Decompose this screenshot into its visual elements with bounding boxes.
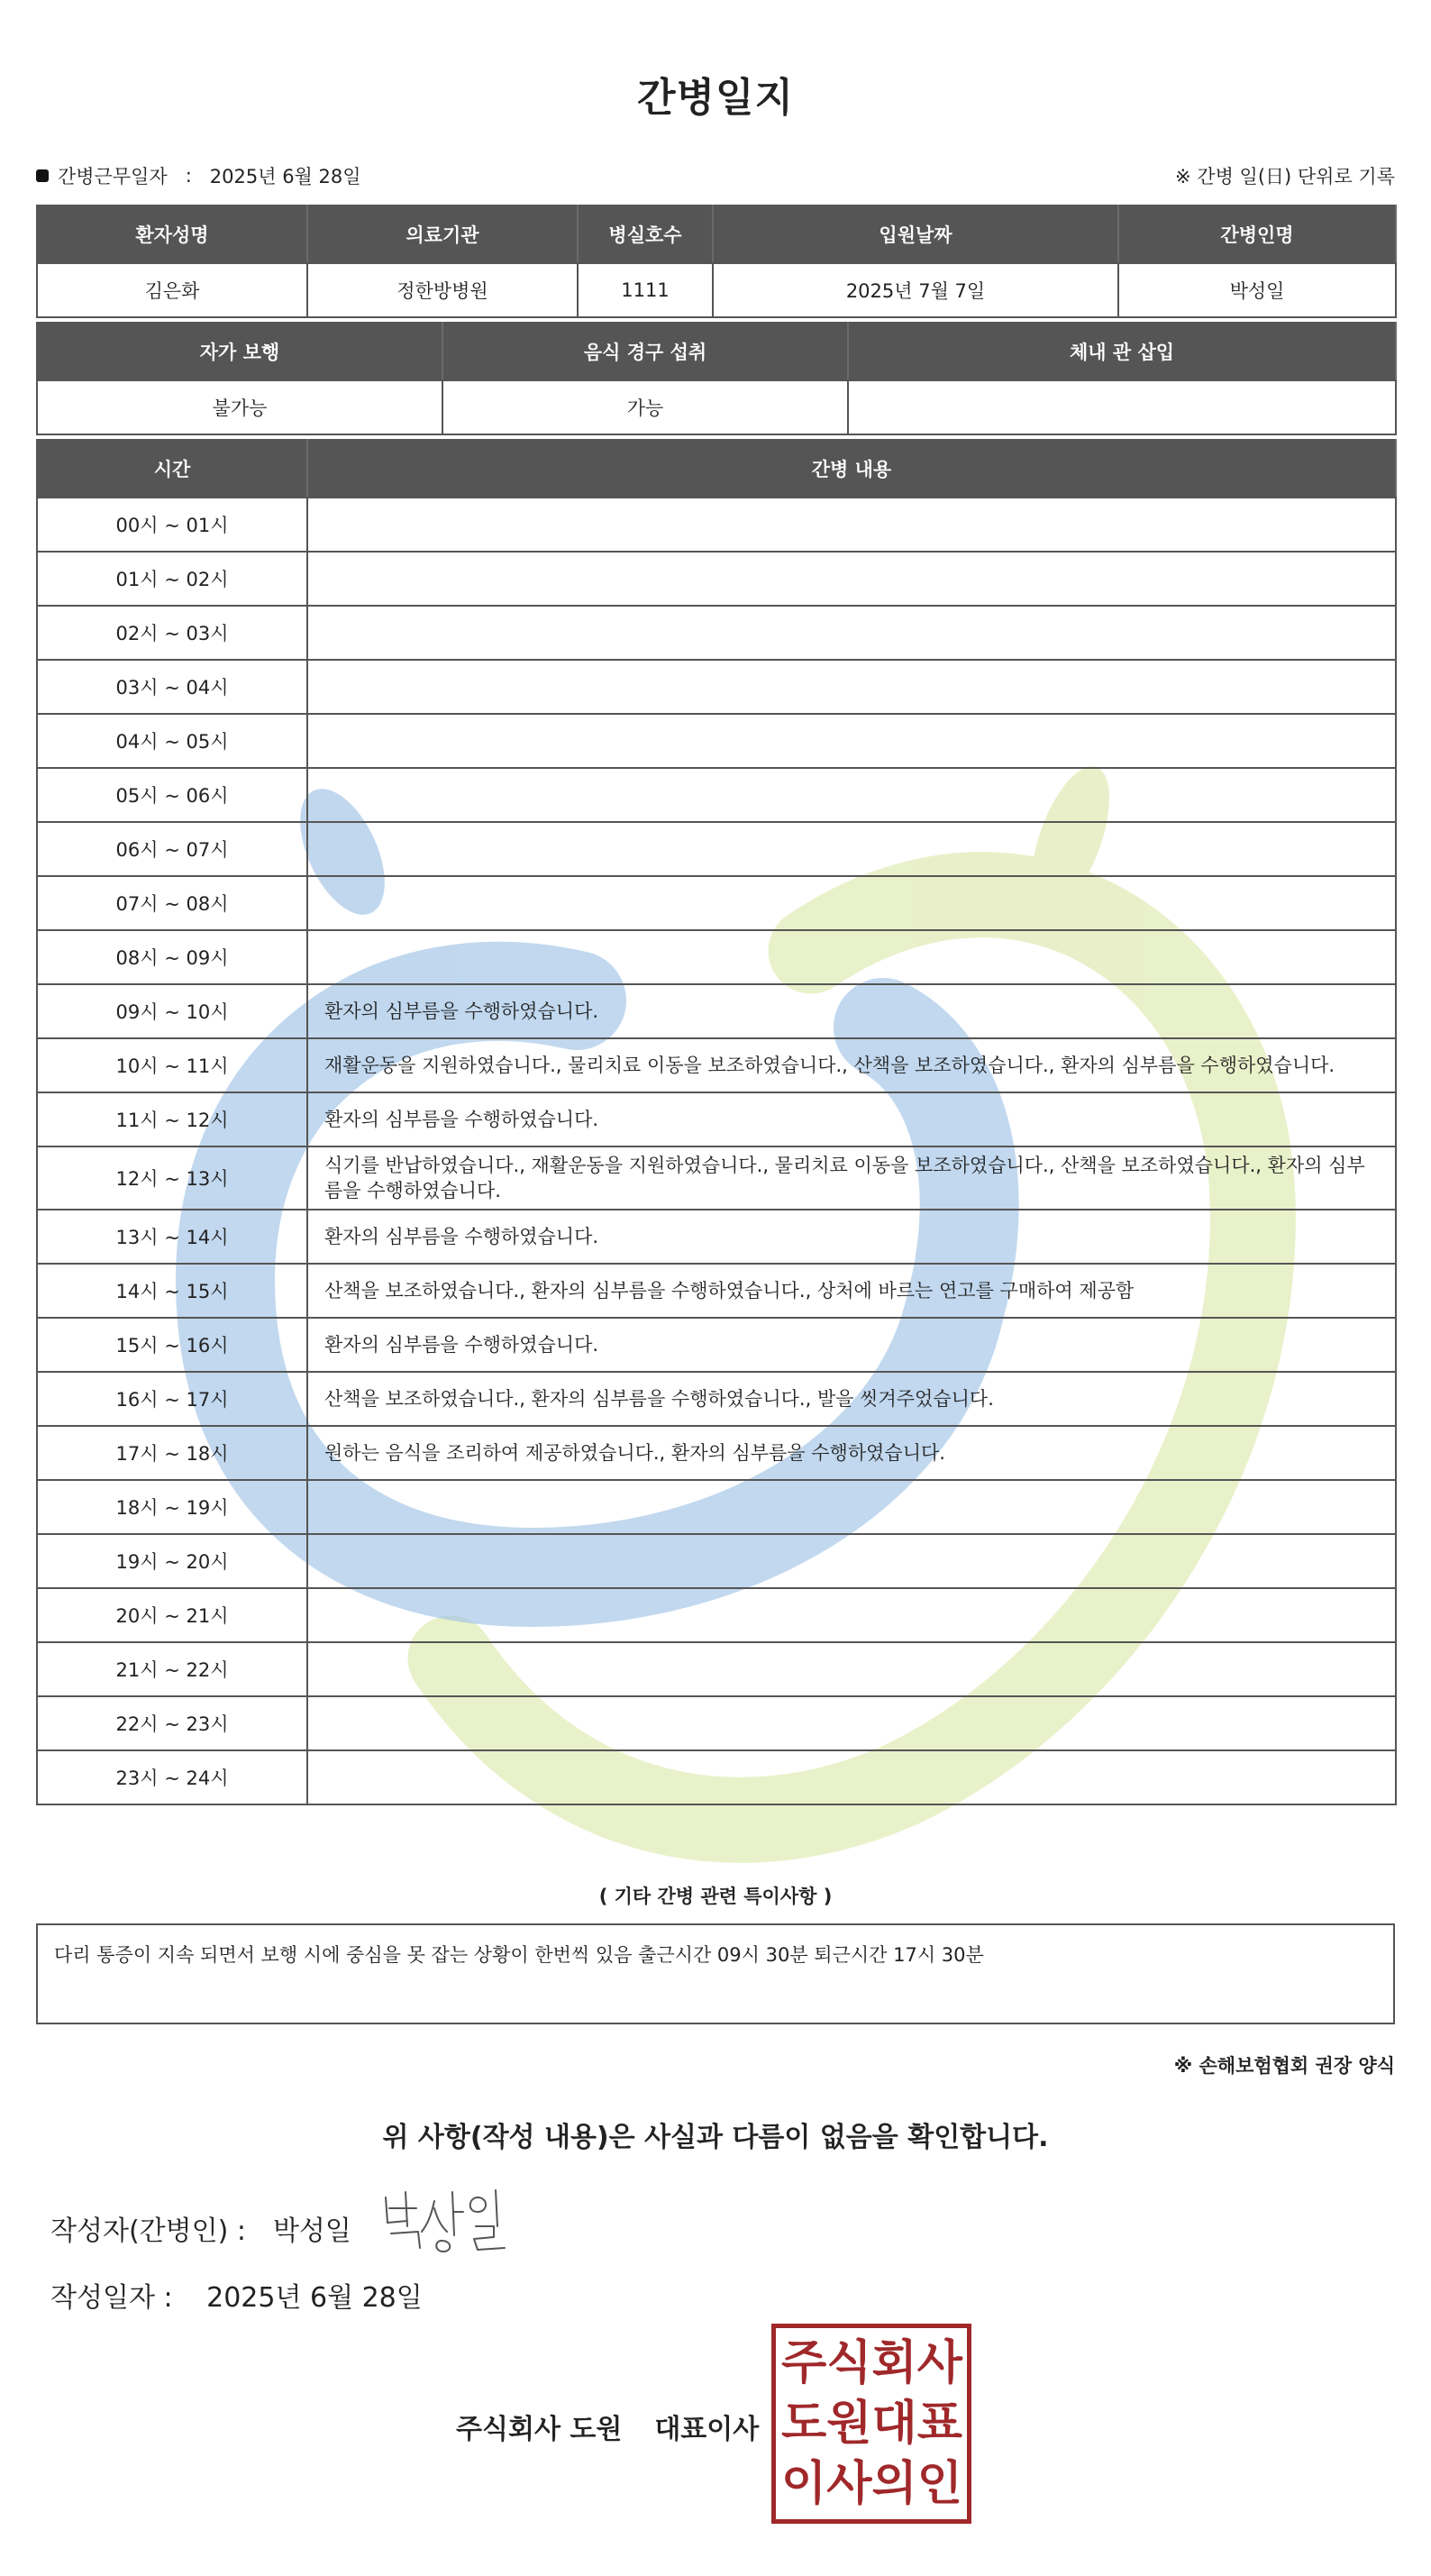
company-line <box>456 2407 759 2446</box>
care-log-row <box>37 1588 1396 1642</box>
hospital-name: 정한방병원 <box>307 263 578 317</box>
write-date-value: 2025년 6월 28일 <box>206 2282 423 2314</box>
care-log-content: 원하는 음식을 조리하여 제공하였습니다., 환자의 심부름을 수행하였습니다. <box>307 1426 1396 1480</box>
care-log-row <box>37 1696 1396 1750</box>
special-notes-title: ( 기타 간병 관련 특이사항 ) <box>598 1886 833 1907</box>
seal-character: 대 <box>871 2396 917 2451</box>
care-log-row <box>37 660 1396 714</box>
care-log-time: 17시 ~ 18시 <box>37 1426 307 1480</box>
writer-label: 작성자(간병인) : <box>50 2215 246 2247</box>
seal-character: 주 <box>781 2336 827 2391</box>
confirm-statement: 위 사항(작성 내용)은 사실과 다름이 없음을 확인합니다. <box>382 2122 1049 2153</box>
care-log-header-row <box>37 440 1396 498</box>
care-log-row <box>37 876 1396 930</box>
care-log-content <box>307 1750 1396 1804</box>
care-log-time: 09시 ~ 10시 <box>37 984 307 1038</box>
care-log-content: 식기를 반납하였습니다., 재활운동을 지원하였습니다., 물리치료 이동을 보조하였습니다., 산책을 보조하였습니다., 환자의 심부름을 수행하였습니다. <box>307 1146 1396 1210</box>
care-log-row <box>37 768 1396 822</box>
care-log-row <box>37 1426 1396 1480</box>
care-log-time: 13시 ~ 14시 <box>37 1210 307 1264</box>
care-log-time: 10시 ~ 11시 <box>37 1038 307 1092</box>
care-log-time: 15시 ~ 16시 <box>37 1318 307 1372</box>
header-caregiver-name: 간병인명 <box>1118 206 1396 263</box>
header-oral-intake: 음식 경구 섭취 <box>442 323 848 380</box>
work-date-label: 간병근무일자 <box>58 166 168 187</box>
caregiver-name: 박성일 <box>1118 263 1396 317</box>
header-hospital: 의료기관 <box>307 206 578 263</box>
care-log-row <box>37 1210 1396 1264</box>
care-log-time: 05시 ~ 06시 <box>37 768 307 822</box>
document-title: 간병일지 <box>636 75 794 121</box>
company-name: 주식회사 도원 <box>456 2414 623 2445</box>
care-log-body <box>37 498 1396 1804</box>
writer-name: 박성일 <box>272 2215 351 2247</box>
special-notes-box: 다리 통증이 지속 되면서 보행 시에 중심을 못 잡는 상황이 한번씩 있음 출근시간 09시 30분 퇴근시간 17시 30분 <box>36 1923 1395 2024</box>
patient-info-header-row <box>37 206 1396 263</box>
care-log-content <box>307 606 1396 660</box>
care-log-time: 03시 ~ 04시 <box>37 660 307 714</box>
care-log-row <box>37 1264 1396 1318</box>
care-log-time: 23시 ~ 24시 <box>37 1750 307 1804</box>
header-self-walking: 자가 보행 <box>37 323 442 380</box>
work-date-sep: : <box>185 165 192 187</box>
self-walking-value: 불가능 <box>37 380 442 434</box>
care-log-row <box>37 498 1396 552</box>
care-log-row <box>37 1038 1396 1092</box>
care-log-content <box>307 552 1396 606</box>
care-log-time: 20시 ~ 21시 <box>37 1588 307 1642</box>
admission-date: 2025년 7월 7일 <box>713 263 1118 317</box>
care-log-content <box>307 876 1396 930</box>
form-note: ※ 손해보험협회 권장 양식 <box>1173 2055 1395 2077</box>
seal-character: 이 <box>781 2456 827 2511</box>
write-date-line <box>50 2275 423 2315</box>
care-log-row <box>37 930 1396 984</box>
oral-intake-value: 가능 <box>442 380 848 434</box>
status-value-row <box>37 380 1396 434</box>
care-log-time: 01시 ~ 02시 <box>37 552 307 606</box>
care-log-row <box>37 822 1396 876</box>
record-note: ※ 간병 일(日) 단위로 기록 <box>1175 166 1395 187</box>
care-log-row <box>37 1534 1396 1588</box>
seal-character: 원 <box>826 2396 872 2451</box>
care-log-content <box>307 1696 1396 1750</box>
seal-character: 사 <box>916 2336 962 2391</box>
care-log-content: 환자의 심부름을 수행하였습니다. <box>307 1092 1396 1146</box>
care-log-time: 21시 ~ 22시 <box>37 1642 307 1696</box>
room-number: 1111 <box>578 263 713 317</box>
header-patient-name: 환자성명 <box>37 206 307 263</box>
header-time: 시간 <box>37 440 307 498</box>
seal-character: 의 <box>871 2456 917 2511</box>
care-log-time: 22시 ~ 23시 <box>37 1696 307 1750</box>
seal-character: 식 <box>826 2336 872 2391</box>
header-room: 병실호수 <box>578 206 713 263</box>
seal-character: 회 <box>871 2336 917 2391</box>
care-log-row <box>37 606 1396 660</box>
care-log-content <box>307 1534 1396 1588</box>
care-log-content <box>307 1642 1396 1696</box>
care-log-time: 11시 ~ 12시 <box>37 1092 307 1146</box>
care-log-time: 19시 ~ 20시 <box>37 1534 307 1588</box>
status-header-row <box>37 323 1396 380</box>
header-care-content: 간병 내용 <box>307 440 1396 498</box>
meta-row <box>36 162 1395 189</box>
care-log-content <box>307 1480 1396 1534</box>
care-log-row <box>37 1146 1396 1210</box>
patient-info-value-row <box>37 263 1396 317</box>
care-log-time: 00시 ~ 01시 <box>37 498 307 552</box>
care-log-row <box>37 1318 1396 1372</box>
care-log-content <box>307 714 1396 768</box>
care-log-content <box>307 930 1396 984</box>
ceo-title: 대표이사 <box>654 2414 760 2445</box>
care-log-time: 16시 ~ 17시 <box>37 1372 307 1426</box>
header-admission-date: 입원날짜 <box>713 206 1118 263</box>
work-date-value: 2025년 6월 28일 <box>209 166 361 187</box>
care-log-content <box>307 498 1396 552</box>
seal-character: 도 <box>781 2396 827 2451</box>
care-log-content <box>307 822 1396 876</box>
care-log-row <box>37 1642 1396 1696</box>
care-log-row <box>37 714 1396 768</box>
care-log-content: 환자의 심부름을 수행하였습니다. <box>307 1210 1396 1264</box>
care-log-row <box>37 1092 1396 1146</box>
patient-info-table <box>36 205 1397 318</box>
care-log-time: 18시 ~ 19시 <box>37 1480 307 1534</box>
care-log-time: 02시 ~ 03시 <box>37 606 307 660</box>
care-log-content <box>307 660 1396 714</box>
care-log-time: 08시 ~ 09시 <box>37 930 307 984</box>
handwritten-signature <box>378 2181 532 2253</box>
care-log-row <box>37 1480 1396 1534</box>
write-date-label: 작성일자 : <box>50 2282 173 2314</box>
care-log-row <box>37 1372 1396 1426</box>
bullet-square-icon <box>36 169 49 182</box>
care-log-content: 환자의 심부름을 수행하였습니다. <box>307 984 1396 1038</box>
care-log-content: 산책을 보조하였습니다., 환자의 심부름을 수행하였습니다., 발을 씻겨주었습니다. <box>307 1372 1396 1426</box>
care-log-content <box>307 1588 1396 1642</box>
care-log-row <box>37 1750 1396 1804</box>
patient-name: 김은화 <box>37 263 307 317</box>
care-log-row <box>37 552 1396 606</box>
care-log-time: 04시 ~ 05시 <box>37 714 307 768</box>
care-log-time: 14시 ~ 15시 <box>37 1264 307 1318</box>
care-log-content <box>307 768 1396 822</box>
writer-line <box>50 2208 351 2248</box>
care-log-content: 환자의 심부름을 수행하였습니다. <box>307 1318 1396 1372</box>
tube-insertion-value <box>848 380 1396 434</box>
header-tube-insertion: 체내 관 삽입 <box>848 323 1396 380</box>
work-date <box>36 162 361 189</box>
care-log-row <box>37 984 1396 1038</box>
care-log-time: 07시 ~ 08시 <box>37 876 307 930</box>
care-log-content: 재활운동을 지원하였습니다., 물리치료 이동을 보조하였습니다., 산책을 보조하였습니다., 환자의 심부름을 수행하였습니다. <box>307 1038 1396 1092</box>
company-seal-stamp <box>771 2324 971 2524</box>
patient-status-table <box>36 322 1397 435</box>
seal-character: 사 <box>826 2456 872 2511</box>
care-log-time: 06시 ~ 07시 <box>37 822 307 876</box>
care-log-content: 산책을 보조하였습니다., 환자의 심부름을 수행하였습니다., 상처에 바르는 연고를 구매하여 제공함 <box>307 1264 1396 1318</box>
seal-character: 인 <box>916 2456 962 2511</box>
care-log-table <box>36 439 1397 1805</box>
care-log-time: 12시 ~ 13시 <box>37 1146 307 1210</box>
seal-character: 표 <box>916 2396 962 2451</box>
